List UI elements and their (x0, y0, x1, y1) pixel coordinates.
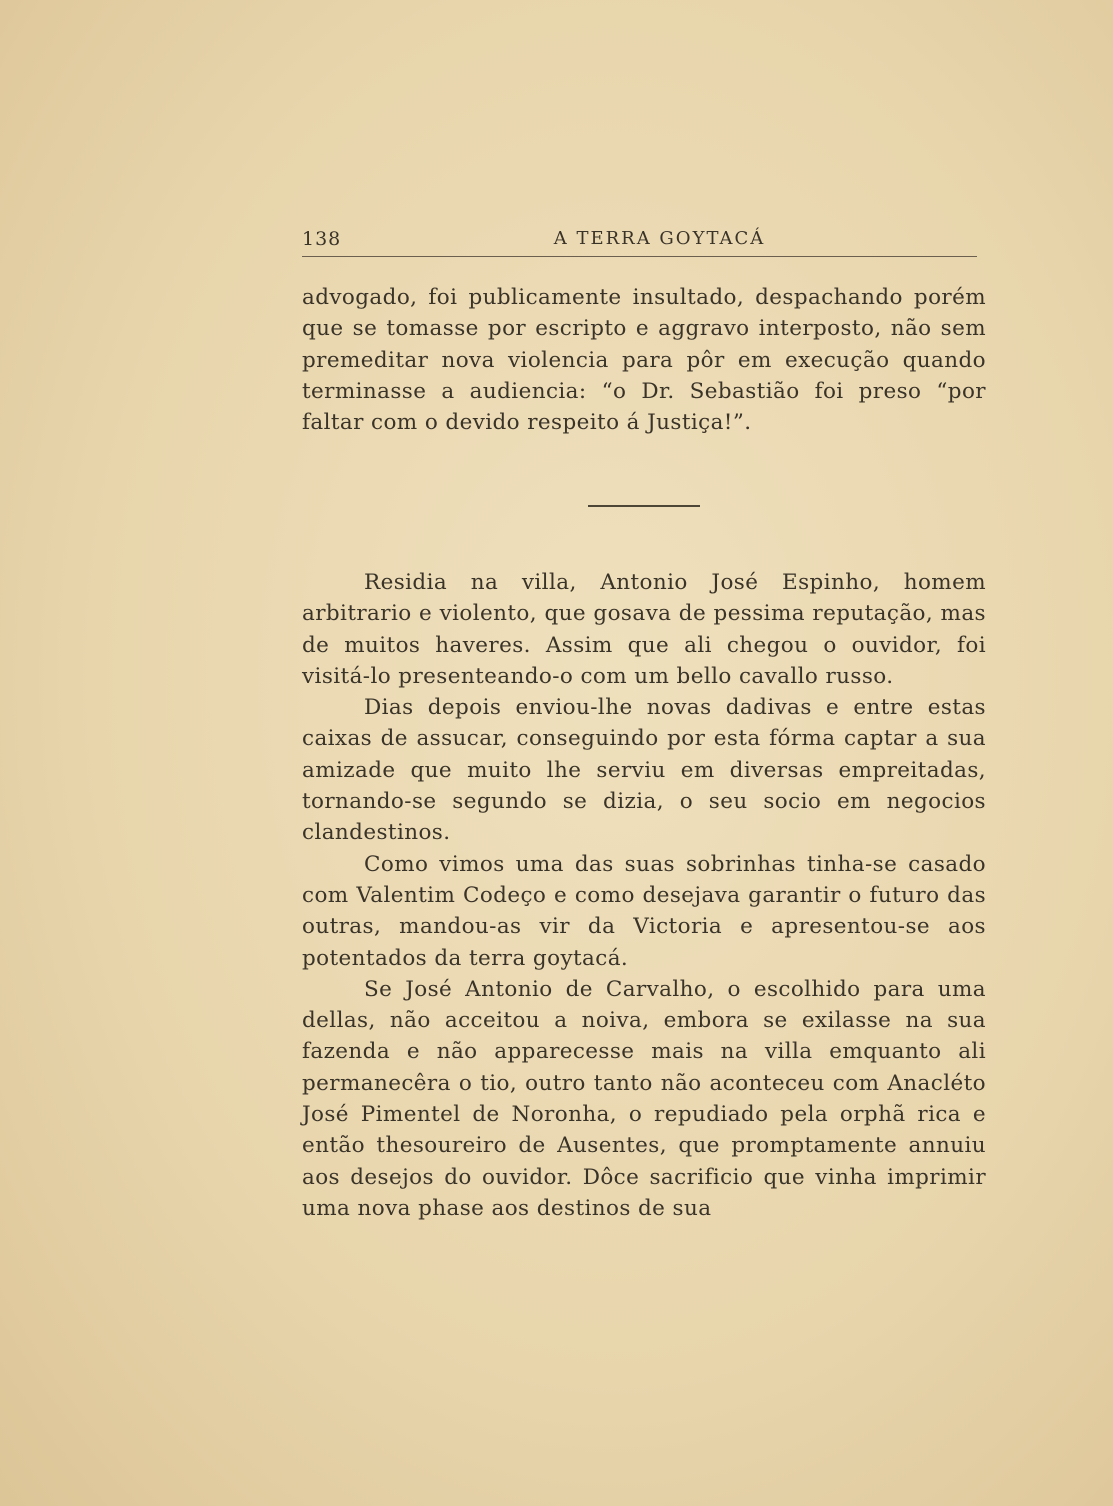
paragraph: Residia na villa, Antonio José Espinho, homem arbitrario e violento, que gosava de pessima reputação, mas de muitos haveres. Assim que ali chegou o ouvidor, foi visitá-lo presenteando-o com um bello cavallo russo. (302, 570, 986, 689)
text-block-top (302, 282, 986, 438)
paragraph: advogado, foi publicamente insultado, despachando porém que se tomasse por escripto e aggravo interposto, não sem premeditar nova violencia para pôr em execução quando terminasse a audiencia: “o Dr. Sebastião foi preso “por faltar com o devido respeito á Justiça!”. (302, 285, 986, 436)
paragraph: Se José Antonio de Carvalho, o escolhido para uma dellas, não acceitou a noiva, embora se exilasse na sua fazenda e não apparecesse mais na villa emquanto ali permanecêra o tio, outro tanto não aconteceu com Anacléto José Pimentel de Noronha, o repudiado pela orphã rica e então thesoureiro de Ausentes, que promptamente annuiu aos desejos do ouvidor. Dôce sacrificio que vinha imprimir uma nova phase aos destinos de sua (302, 976, 986, 1221)
paragraph: Como vimos uma das suas sobrinhas tinha-se casado com Valentim Codeço e como desejava garantir o futuro das outras, mandou-as vir da Victoria e apresentou-se aos potentados da terra goytacá. (302, 851, 986, 971)
paragraph: Dias depois enviou-lhe novas dadivas e entre estas caixas de assucar, conseguindo por esta fórma captar a sua amizade que muito lhe serviu em diversas empreitadas, tornando-se segundo se dizia, o seu socio em negocios clandestinos. (302, 695, 986, 846)
page-header (302, 228, 977, 257)
running-title: A TERRA GOYTACÁ (553, 228, 766, 249)
section-divider (588, 505, 700, 507)
page-number: 138 (302, 228, 342, 250)
text-block-main (302, 567, 986, 1224)
